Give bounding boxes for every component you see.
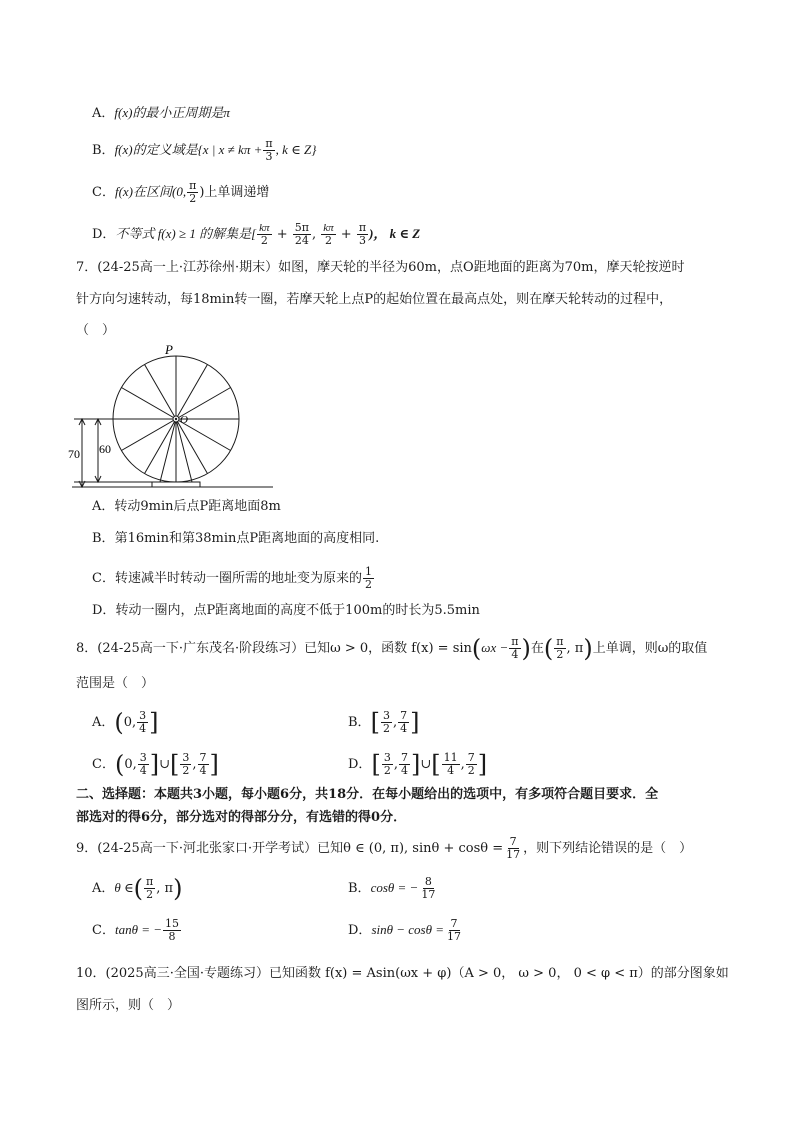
fraction: $\frac{7}{4}$ — [400, 751, 408, 777]
fraction: $\frac{\pi}{2}$ — [189, 179, 197, 205]
fraction: $\frac{3}{4}$ — [139, 709, 147, 735]
q7-stem-line1: 7．(24-25高一上·江苏徐州·期末）如图，摩天轮的半径为60m，点O距地面的距离为70m，摩天轮按逆时 — [76, 260, 685, 275]
wheel-base — [152, 482, 200, 487]
q7-option-d: D．转动一圈内，点P距离地面的高度不低于100m的时长为5.5min — [92, 603, 480, 618]
ferris-wheel-figure — [68, 342, 288, 492]
fraction: $\frac{5\pi}{24}$ — [294, 221, 309, 247]
q9-stem: 9．(24-25高一下·河北张家口·开学考试）已知θ ∈ (0, π), sinθ + cosθ = $\frac{7}{17}$ ，则下列结论错误的是（ ） — [76, 835, 693, 861]
q6-option-c: C．f(x)在区间(0, $\frac{\pi}{2}$ )上单调递增 — [92, 179, 270, 205]
label-p: P — [165, 342, 173, 357]
q6-option-b: B．f(x)的定义域是{x | x ≠ kπ + $\frac{\pi}{3}$ , k ∈ Z} — [92, 137, 317, 163]
fraction: $\frac{\pi}{2}$ — [556, 635, 564, 661]
section2-heading-line1: 二、选择题：本题共3小题，每小题6分，共18分．在每小题给出的选项中，有多项符合题目要求．全 — [76, 787, 659, 802]
fraction: $\frac{8}{17}$ — [421, 875, 436, 901]
fraction: $\frac{15}{8}$ — [165, 917, 179, 943]
q8-option-a: A．(0, $\frac{3}{4}$ ] — [92, 708, 159, 737]
fraction: $\frac{\pi}{3}$ — [265, 137, 273, 163]
fraction: $\frac{3}{2}$ — [383, 751, 391, 777]
fraction: $\frac{\pi}{2}$ — [146, 875, 154, 901]
q8-option-b: B．[ $\frac{3}{2}$ , $\frac{7}{4}$ ] — [348, 708, 420, 737]
q7-blank: （ ） — [76, 323, 116, 338]
q9-option-d: D．sinθ − cosθ = $\frac{7}{17}$ — [348, 917, 462, 943]
q6-option-a: A．f(x)的最小正周期是π — [92, 105, 230, 121]
fraction: $\frac{7}{17}$ — [506, 835, 521, 861]
q8-option-c: C．(0, $\frac{3}{4}$ ]∪[ $\frac{3}{2}$ , $\frac{7}{4}$ ] — [92, 750, 219, 779]
q9-option-b: B．cosθ = − $\frac{8}{17}$ — [348, 875, 436, 901]
fraction: $\frac{k\pi}{2}$ — [323, 222, 334, 247]
fraction: $\frac{7}{17}$ — [447, 917, 462, 943]
fraction: $\frac{k\pi}{2}$ — [259, 222, 270, 247]
q8-stem: 8．(24-25高一下·广东茂名·阶段练习）已知ω > 0，函数 f(x) = sin(ωx − $\frac{\pi}{4}$ )在( $\frac{\pi}{2}$ , π)上单调，则ω的取值 — [76, 634, 708, 663]
fraction: $\frac{\pi}{3}$ — [358, 221, 367, 247]
fraction: $\frac{3}{2}$ — [182, 751, 190, 777]
fraction: $\frac{\pi}{4}$ — [511, 635, 519, 661]
label-o: O — [180, 414, 188, 426]
q8-stem-line2: 范围是（ ） — [76, 676, 155, 691]
q7-option-a: A．转动9min后点P距离地面8m — [92, 499, 281, 514]
q7-stem-line2: 针方向匀速转动，每18min转一圈，若摩天轮上点P的起始位置在最高点处，则在摩天轮转动的过程中， — [76, 292, 673, 307]
fraction: $\frac{7}{2}$ — [467, 751, 475, 777]
fraction: $\frac{1}{2}$ — [364, 565, 372, 591]
fraction: $\frac{3}{2}$ — [382, 709, 390, 735]
q7-option-c: C．转速减半时转动一圈所需的地址变为原来的 $\frac{1}{2}$ — [92, 565, 372, 591]
q10-stem-line2: 图所示，则（ ） — [76, 998, 181, 1013]
q10-stem-line1: 10．(2025高三·全国·专题练习）已知函数 f(x) = Asin(ωx + φ)（A > 0， ω > 0， 0 < φ < π）的部分图象如 — [76, 966, 729, 981]
q8-option-d: D．[ $\frac{3}{2}$ , $\frac{7}{4}$ ]∪[ $\frac{11}{4}$ , $\frac{7}{2}$ ] — [348, 750, 488, 779]
q9-option-c: C．tanθ = − $\frac{15}{8}$ — [92, 917, 179, 943]
q7-option-b: B．第16min和第38min点P距离地面的高度相同. — [92, 531, 380, 546]
fraction: $\frac{3}{4}$ — [139, 751, 147, 777]
section2-heading-line2: 部选对的得6分，部分选对的得部分分，有选错的得0分． — [76, 810, 407, 825]
fraction: $\frac{7}{4}$ — [400, 709, 408, 735]
fraction: $\frac{11}{4}$ — [443, 751, 458, 777]
q6-option-d: D．不等式 f(x) ≥ 1 的解集是[ $\frac{k\pi}{2}$ + $\frac{5\pi}{24}$ , $\frac{k\pi}{2}$ + $\frac{\pi}{3}$ )， k ∈ Z — [92, 221, 421, 247]
label-70: 70 — [68, 447, 80, 461]
q9-option-a: A．θ ∈( $\frac{\pi}{2}$ , π) — [92, 874, 183, 903]
label-60: 60 — [99, 442, 111, 456]
fraction: $\frac{7}{4}$ — [199, 751, 207, 777]
